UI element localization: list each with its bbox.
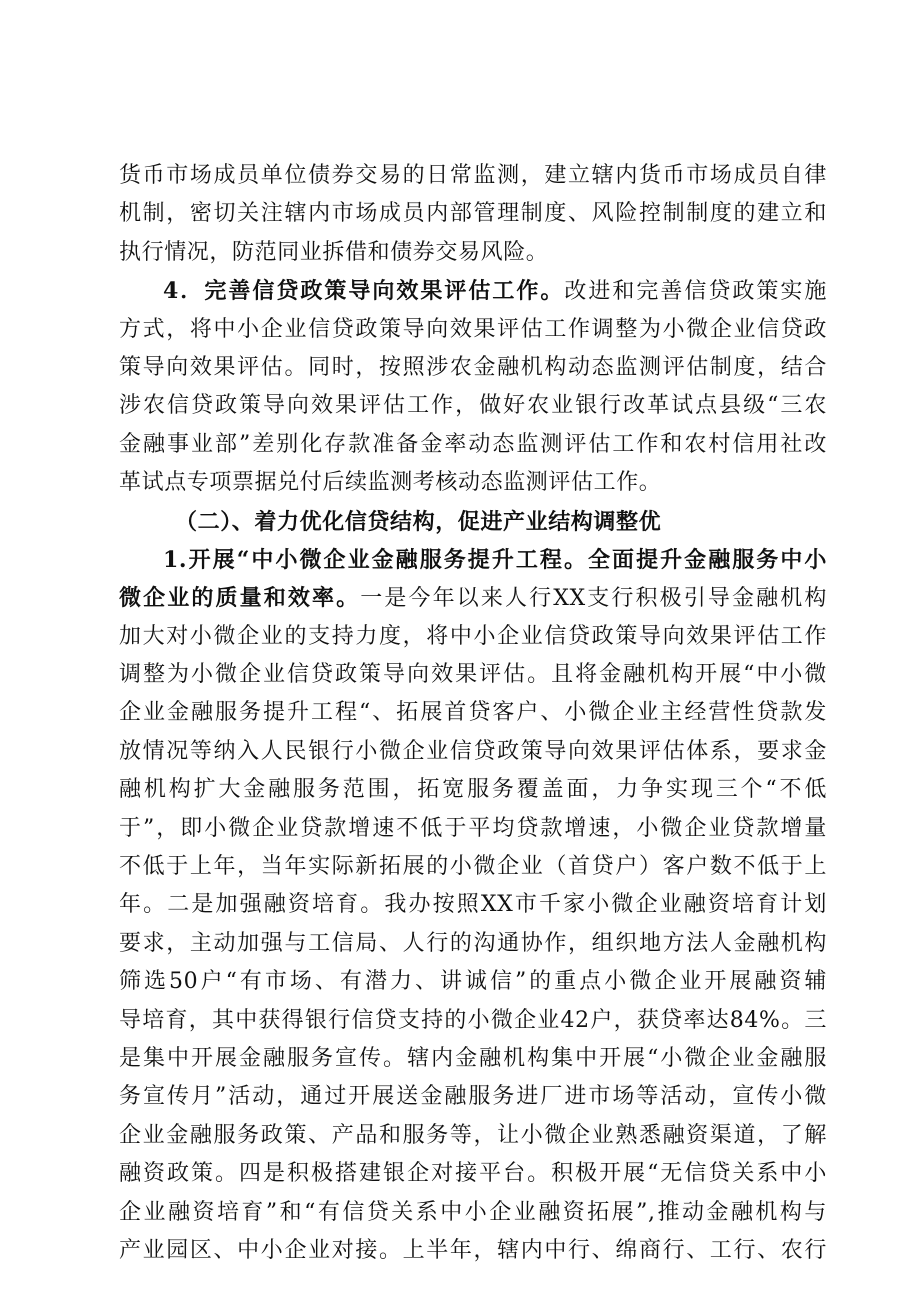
text-run: 企业金融服务提升工程“、拓展首贷客户、小微企业主经营性贷款发 [119, 700, 827, 726]
text-run: 执行情况，防范同业拆借和债券交易风险。 [119, 239, 549, 265]
text-line [119, 1155, 827, 1193]
text-line [119, 771, 827, 809]
text-line [119, 541, 827, 579]
text-run: 方式，将中小企业信贷政策导向效果评估工作调整为小微企业信贷政 [119, 316, 827, 342]
text-line [119, 886, 827, 924]
section-heading [119, 503, 827, 541]
text-run: 一是今年以来人行XX支行积极引导金融机构 [360, 586, 827, 612]
text-line [119, 733, 827, 771]
text-run: 革试点专项票据兑付后续监测考核动态监测评估工作。 [119, 470, 662, 496]
text-run: 是集中开展金融服务宣传。辖内金融机构集中开展“小微企业金融服 [119, 1045, 827, 1071]
text-line [119, 656, 827, 694]
text-run: 金融事业部”差别化存款准备金率动态监测评估工作和农村信用社改 [119, 431, 827, 457]
text-run: 改进和完善信贷政策实施 [564, 279, 827, 305]
text-run: 年。二是加强融资培育。我办按照XX市千家小微企业融资培育计划 [119, 892, 827, 918]
text-line [119, 1117, 827, 1155]
text-run: 策导向效果评估。同时，按照涉农金融机构动态监测评估制度，结合 [119, 354, 827, 380]
text-line [119, 694, 827, 732]
text-run: 于”，即小微企业贷款增速不低于平均贷款增速，小微企业贷款增量 [119, 815, 827, 841]
text-run: 加大对小微企业的支持力度，将中小企业信贷政策导向效果评估工作 [119, 623, 827, 649]
text-line [119, 234, 827, 272]
item-heading-4: 4．完善信贷政策导向效果评估工作。 [163, 278, 565, 305]
text-run: 产业园区、中小企业对接。上半年，辖内中行、绵商行、工行、农行 [119, 1237, 827, 1263]
text-line [119, 618, 827, 656]
text-line [119, 848, 827, 886]
text-run: 货币市场成员单位债券交易的日常监测，建立辖内货币市场成员自律 [119, 163, 827, 188]
text-line [119, 157, 827, 195]
text-run: 机制，密切关注辖内市场成员内部管理制度、风险控制制度的建立和 [119, 201, 827, 227]
text-line [119, 925, 827, 963]
text-line [119, 1194, 827, 1232]
text-line [119, 1232, 827, 1270]
text-line [119, 387, 827, 425]
text-run: 放情况等纳入人民银行小微企业信贷政策导向效果评估体系，要求金 [119, 738, 827, 764]
item-heading-1: 1.开展“中小微企业金融服务提升工程。全面提升金融服务中小 [163, 546, 827, 573]
text-line [119, 311, 827, 349]
text-run: 不低于上年，当年实际新拓展的小微企业（首贷户）客户数不低于上 [119, 854, 827, 880]
text-run: 融资政策。四是积极搭建银企对接平台。积极开展“无信贷关系中小 [119, 1161, 827, 1187]
item-heading-1-cont: 微企业的质量和效率。 [119, 585, 361, 612]
text-line [119, 195, 827, 233]
text-run: 要求，主动加强与工信局、人行的沟通协作，组织地方法人金融机构 [119, 930, 827, 956]
text-run: 调整为小微企业信贷政策导向效果评估。且将金融机构开展“中小微 [119, 662, 827, 688]
text-line [119, 963, 827, 1001]
text-run: 企业融资培育”和“有信贷关系中小企业融资拓展”,推动金融机构与 [119, 1199, 827, 1225]
section-heading-text: （二）、着力优化信贷结构，促进产业结构调整优 [175, 508, 662, 535]
text-line [119, 810, 827, 848]
text-line [119, 272, 827, 310]
text-line [119, 1040, 827, 1078]
text-line [119, 426, 827, 464]
text-line [119, 464, 827, 502]
text-run: 涉农信贷政策导向效果评估工作，做好农业银行改革试点县级“三农 [119, 393, 827, 419]
text-line [119, 579, 827, 617]
text-line [119, 1002, 827, 1040]
text-run: 务宣传月”活动，通过开展送金融服务进厂进市场等活动，宣传小微 [119, 1084, 827, 1110]
text-line [119, 1078, 827, 1116]
text-run: 企业金融服务政策、产品和服务等，让小微企业熟悉融资渠道，了解 [119, 1122, 827, 1148]
text-line [119, 349, 827, 387]
document-body [119, 157, 827, 1270]
text-run: 融机构扩大金融服务范围，拓宽服务覆盖面，力争实现三个“不低 [119, 777, 827, 803]
text-run: 筛选50户“有市场、有潜力、讲诚信”的重点小微企业开展融资辅 [119, 969, 827, 995]
text-run: 导培育，其中获得银行信贷支持的小微企业42户，获贷率达84%。三 [119, 1007, 827, 1033]
